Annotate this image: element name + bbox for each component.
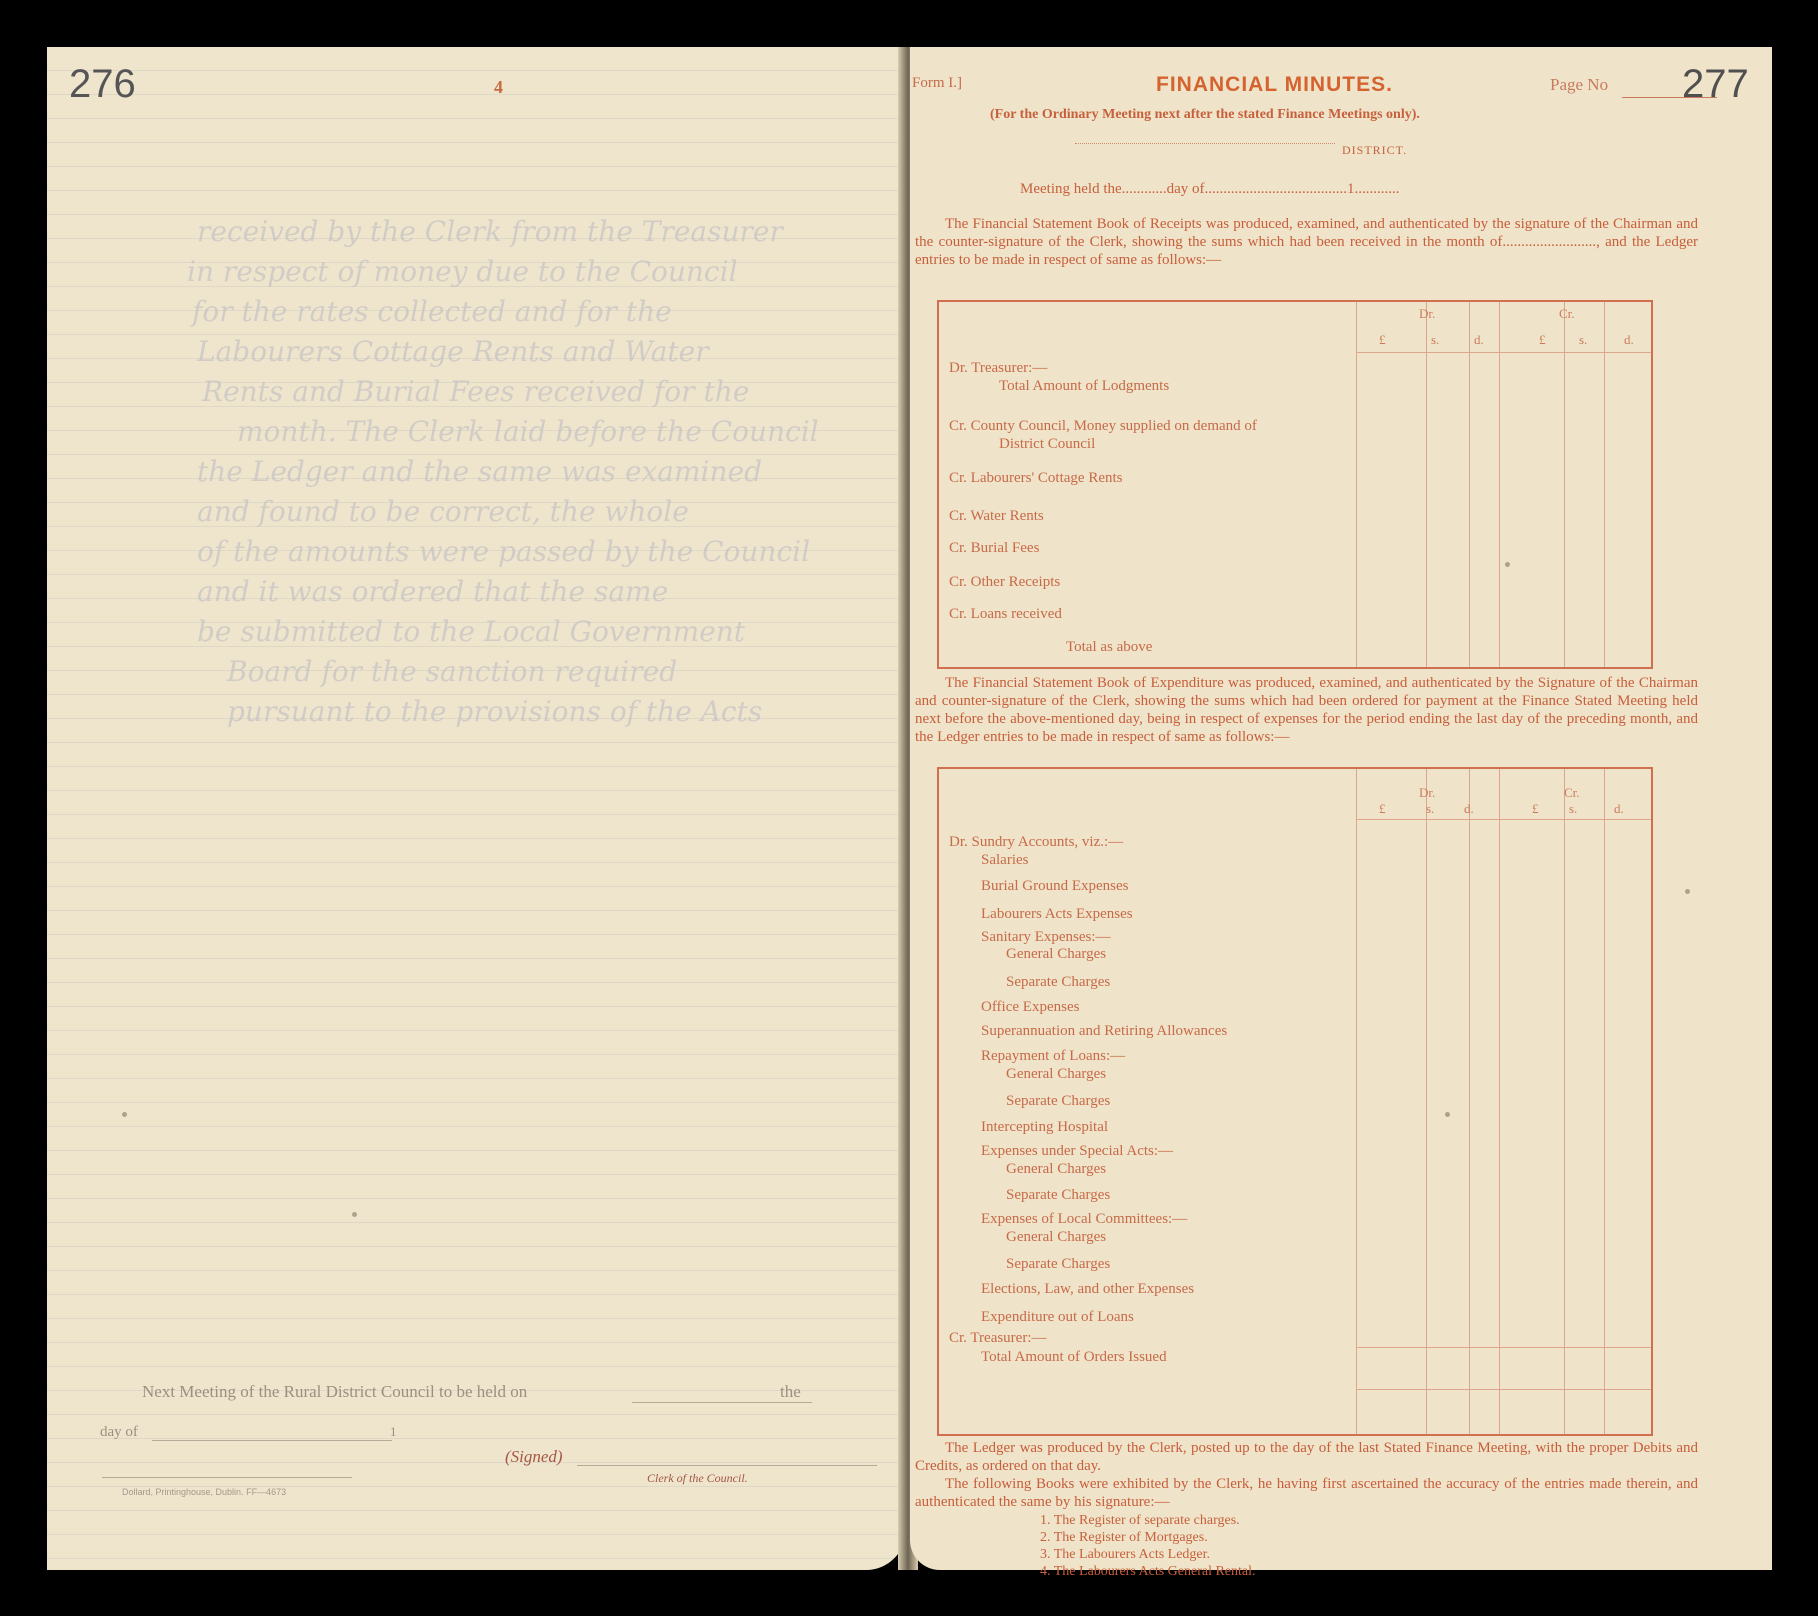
receipts-row: Cr. County Council, Money supplied on demand of <box>949 418 1257 434</box>
handwriting-line: pursuant to the provisions of the Acts <box>227 695 763 728</box>
day-of-label: day of <box>100 1424 138 1440</box>
paper-spot <box>352 1212 357 1217</box>
signature-field[interactable] <box>577 1465 877 1466</box>
expenditure-row: Office Expenses <box>981 999 1080 1015</box>
right-page <box>910 47 1772 1579</box>
handwriting-line: Board for the sanction required <box>227 655 678 688</box>
books-list <box>1040 1512 1256 1580</box>
book-item: 1. The Register of separate charges. <box>1040 1513 1240 1528</box>
handwriting-line: of the amounts were passed by the Council <box>197 535 811 568</box>
expenditure-row: General Charges <box>1006 946 1107 962</box>
handwriting-line: Labourers Cottage Rents and Water <box>197 335 709 368</box>
book-item: 3. The Labourers Acts Ledger. <box>1040 1547 1211 1562</box>
expenditure-row: General Charges <box>1006 1161 1107 1177</box>
receipts-row: Cr. Burial Fees <box>949 540 1040 556</box>
expenditure-col-pence: d. <box>1464 801 1474 816</box>
receipts-row: Cr. Labourers' Cottage Rents <box>949 470 1123 486</box>
paper-spot <box>122 1112 127 1117</box>
expenditure-row: Salaries <box>981 852 1029 868</box>
receipts-intro: The Financial Statement Book of Receipts was produced, examined, and authenticated by the signature of the Chairman and the counter-signature of the Clerk, showing the sums which had been received in the month of........................., and the Ledger entries to be made in respect of same as follows:— <box>915 216 1698 268</box>
expenditure-row: Burial Ground Expenses <box>981 878 1129 894</box>
receipts-col-shillings-cr: s. <box>1579 332 1588 347</box>
receipts-col-shillings: s. <box>1431 332 1440 347</box>
district-field[interactable] <box>1075 143 1335 144</box>
expenditure-col-pounds-cr: £ <box>1532 801 1539 816</box>
expenditure-row: Intercepting Hospital <box>981 1119 1109 1135</box>
receipts-row: Dr. Treasurer:— <box>949 360 1048 376</box>
receipts-row: Cr. Water Rents <box>949 508 1044 524</box>
left-page-number: 276 <box>69 62 136 106</box>
receipts-row: Cr. Other Receipts <box>949 574 1061 590</box>
paper-spot <box>1445 1112 1450 1117</box>
expenditure-total-row: Total Amount of Orders Issued <box>981 1349 1167 1365</box>
expenditure-row: Repayment of Loans:— <box>981 1048 1126 1064</box>
receipts-col-pence: d. <box>1474 332 1484 347</box>
expenditure-col-pence-cr: d. <box>1614 801 1624 816</box>
meeting-line: Meeting held the............day of......................................1............ <box>1020 181 1400 197</box>
district-label: DISTRICT. <box>1342 143 1408 157</box>
expenditure-row: Expenditure out of Loans <box>981 1309 1134 1325</box>
left-page <box>47 47 906 1570</box>
expenditure-row: Separate Charges <box>1006 1187 1111 1203</box>
subtitle: (For the Ordinary Meeting next after the stated Finance Meetings only). <box>990 107 1420 122</box>
expenditure-table <box>937 767 1653 1436</box>
printer-rule <box>102 1477 352 1478</box>
receipts-dr-label: Dr. <box>1419 306 1436 321</box>
receipts-col-pounds: £ <box>1379 332 1386 347</box>
printer-imprint: Dollard, Printinghouse, Dublin. FF—4673 <box>122 1487 287 1497</box>
ledger-text: The Ledger was produced by the Clerk, posted up to the day of the last Stated Finance Meeting, with the proper Debits and Credits, as ordered on that day. <box>915 1440 1698 1474</box>
handwriting-line: the Ledger and the same was examined <box>197 455 763 488</box>
expenditure-row: General Charges <box>1006 1229 1107 1245</box>
expenditure-cr-label: Cr. <box>1564 785 1580 800</box>
expenditure-row: Dr. Sundry Accounts, viz.:— <box>949 834 1124 850</box>
expenditure-row: Superannuation and Retiring Allowances <box>981 1023 1228 1039</box>
receipts-row: Total Amount of Lodgments <box>999 378 1170 394</box>
expenditure-row: Separate Charges <box>1006 1256 1111 1272</box>
receipts-row: Cr. Loans received <box>949 606 1062 622</box>
next-meeting-date-field[interactable] <box>632 1402 812 1403</box>
expenditure-col-shillings: s. <box>1426 801 1435 816</box>
left-top-mark: 4 <box>494 77 503 97</box>
expenditure-row: Expenses under Special Acts:— <box>981 1143 1174 1159</box>
expenditure-row: Labourers Acts Expenses <box>981 906 1133 922</box>
receipts-cr-label: Cr. <box>1559 306 1575 321</box>
form-label: Form I.] <box>912 75 962 91</box>
next-meeting-label: Next Meeting of the Rural District Council to be held on <box>142 1382 528 1401</box>
expenditure-col-shillings-cr: s. <box>1569 801 1578 816</box>
clerk-label: Clerk of the Council. <box>647 1471 748 1485</box>
expenditure-col-pounds: £ <box>1379 801 1386 816</box>
expenditure-intro: The Financial Statement Book of Expenditure was produced, examined, and authenticated by the Signature of the Chairman and counter-signature of the Clerk, showing the sums which had been ordered for payment at the Finance Stated Meeting held next before the above-mentioned day, being in respect of expenses for the period ending the last day of the preceding month, and the Ledger entries to be made in respect of same as follows:— <box>915 675 1698 745</box>
handwriting-line: and it was ordered that the same <box>197 575 669 608</box>
expenditure-row: Expenses of Local Committees:— <box>981 1211 1188 1227</box>
handwriting-line: month. The Clerk laid before the Council <box>237 415 819 448</box>
handwriting-line: for the rates collected and for the <box>192 295 672 328</box>
expenditure-row: Elections, Law, and other Expenses <box>981 1281 1195 1297</box>
expenditure-row: Separate Charges <box>1006 1093 1111 1109</box>
book-item: 2. The Register of Mortgages. <box>1040 1530 1208 1545</box>
receipts-col-pence-cr: d. <box>1624 332 1634 347</box>
the-label: the <box>780 1382 801 1401</box>
expenditure-dr-label: Dr. <box>1419 785 1436 800</box>
paper-spot <box>1505 562 1510 567</box>
book-item: 4. The Labourers Acts General Rental. <box>1040 1564 1256 1579</box>
handwriting-line: be submitted to the Local Government <box>197 615 746 648</box>
expenditure-row: Cr. Treasurer:— <box>949 1330 1047 1346</box>
signed-label: (Signed) <box>505 1447 563 1466</box>
receipts-total-row: Total as above <box>1066 639 1153 655</box>
year-prefix: 1 <box>390 1424 397 1439</box>
handwriting-line: Rents and Burial Fees received for the <box>202 375 750 408</box>
receipts-col-pounds-cr: £ <box>1539 332 1546 347</box>
expenditure-row: Separate Charges <box>1006 974 1111 990</box>
handwriting-line: in respect of money due to the Council <box>187 255 738 288</box>
right-page-number: 277 <box>1682 62 1749 106</box>
paper-spot <box>1685 889 1690 894</box>
page-title: FINANCIAL MINUTES. <box>1156 73 1393 96</box>
receipts-row: District Council <box>999 436 1096 452</box>
handwriting-line: and found to be correct, the whole <box>197 495 689 528</box>
expenditure-row: General Charges <box>1006 1066 1107 1082</box>
handwriting-line: received by the Clerk from the Treasurer <box>197 215 783 248</box>
books-text: The following Books were exhibited by the Clerk, he having first ascertained the accuracy of the entries made therein, and authenticated the same by his signature:— <box>915 1476 1698 1510</box>
expenditure-row: Sanitary Expenses:— <box>981 929 1111 945</box>
page-no-label: Page No <box>1550 75 1609 94</box>
day-of-field[interactable] <box>152 1440 392 1441</box>
receipts-table <box>937 300 1653 669</box>
